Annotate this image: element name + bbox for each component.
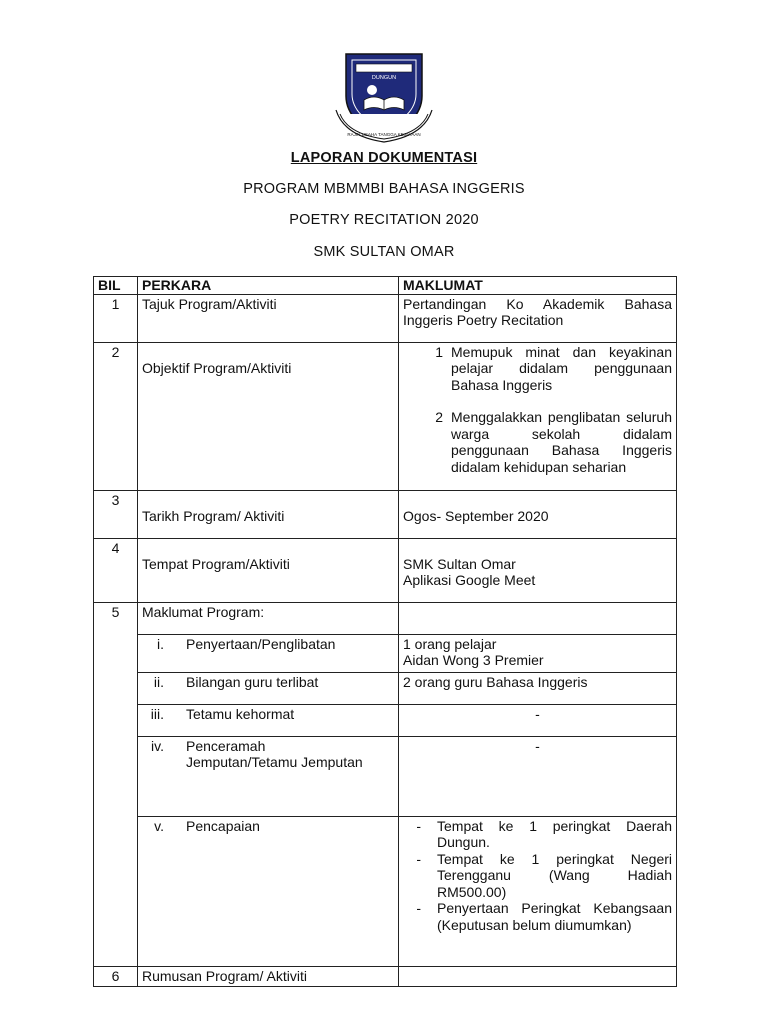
row-info	[399, 538, 677, 602]
row-item	[138, 490, 399, 538]
document-title: LAPORAN DOKUMENTASI	[290, 150, 478, 166]
sub-label: Tetamu kehormat	[186, 705, 295, 722]
row-info: Pertandingan Ko Akademik Bahasa Inggeris Poetry Recitation	[399, 294, 677, 342]
table-row	[94, 602, 677, 634]
school-crest-logo	[334, 50, 434, 145]
dash-bullet: -	[416, 850, 421, 867]
achievement-text: Penyertaan Peringkat Kebangsaan (Keputusan belum diumumkan)	[437, 900, 672, 933]
sub-number: v.	[154, 817, 164, 834]
subrow-info	[399, 634, 677, 672]
row-number: 2	[94, 342, 138, 490]
venue-line: Aplikasi Google Meet	[403, 572, 536, 588]
table-subrow	[94, 672, 677, 704]
sub-number: i.	[157, 635, 164, 652]
school-name: SMK SULTAN OMAR	[313, 244, 455, 260]
subrow-info: -	[399, 704, 677, 736]
subrow-info	[399, 816, 677, 966]
achievement-item	[403, 818, 672, 851]
svg-text:RAJIN USAHA TANGGA KEJAYAAN: RAJIN USAHA TANGGA KEJAYAAN	[347, 132, 421, 137]
table-row	[94, 966, 677, 986]
row-number: 5	[94, 602, 138, 966]
achievement-text: Tempat ke 1 peringkat Negeri Terengganu (Wang Hadiah RM500.00)	[437, 850, 672, 900]
item-text: Memupuk minat dan keyakinan pelajar didalam penggunaan Bahasa Inggeris	[451, 343, 672, 393]
subrow-item	[138, 672, 399, 704]
achievement-item	[403, 900, 672, 933]
sub-number: iii.	[150, 705, 164, 722]
row-number: 6	[94, 966, 138, 986]
row-number: 4	[94, 538, 138, 602]
row-info	[399, 602, 677, 634]
table-subrow	[94, 816, 677, 966]
row-info	[399, 490, 677, 538]
row-item	[138, 538, 399, 602]
row-item: Tajuk Program/Aktiviti	[138, 294, 399, 342]
event-name: POETRY RECITATION 2020	[289, 212, 479, 228]
item-number: 1	[435, 343, 443, 360]
venue-line: SMK Sultan Omar	[403, 555, 516, 572]
row-info	[399, 966, 677, 986]
subrow-info: 2 orang guru Bahasa Inggeris	[399, 672, 677, 704]
sub-label: Pencapaian	[186, 817, 260, 834]
achievement-item	[403, 851, 672, 901]
header-maklumat: MAKLUMAT	[399, 277, 677, 295]
sub-number: iv.	[151, 737, 164, 754]
table-row	[94, 294, 677, 342]
svg-text:DUNGUN: DUNGUN	[371, 75, 397, 81]
dash-bullet: -	[416, 900, 421, 916]
row-number: 1	[94, 294, 138, 342]
sub-label: Bilangan guru terlibat	[186, 673, 319, 690]
objective-item	[403, 409, 672, 475]
row-info-text: Ogos- September 2020	[403, 507, 549, 524]
sub-label-line: Jemputan/Tetamu Jemputan	[186, 754, 363, 770]
dash-bullet: -	[416, 817, 421, 834]
table-row	[94, 538, 677, 602]
sub-value: Aidan Wong 3 Premier	[403, 652, 544, 668]
row-item: Rumusan Program/ Aktiviti	[138, 966, 399, 986]
achievement-text: Tempat ke 1 peringkat Daerah Dungun.	[437, 817, 672, 850]
row-item-label: Tarikh Program/ Aktiviti	[142, 507, 285, 524]
row-info	[399, 342, 677, 490]
table-row	[94, 342, 677, 490]
sub-label	[186, 738, 394, 771]
sub-label: Penyertaan/Penglibatan	[186, 635, 336, 652]
subrow-item	[138, 704, 399, 736]
header-bil: BIL	[94, 277, 138, 295]
sub-number: ii.	[153, 673, 164, 690]
report-table	[93, 276, 677, 987]
row-item	[138, 342, 399, 490]
program-name: PROGRAM MBMMBI BAHASA INGGERIS	[243, 181, 525, 197]
row-item: Maklumat Program:	[138, 602, 399, 634]
table-subrow	[94, 736, 677, 816]
table-subrow	[94, 634, 677, 672]
row-item-label: Objektif Program/Aktiviti	[142, 359, 292, 376]
table-subrow	[94, 704, 677, 736]
row-number: 3	[94, 490, 138, 538]
header-perkara: PERKARA	[138, 277, 399, 295]
sub-value: 1 orang pelajar	[403, 635, 497, 652]
objective-item	[403, 344, 672, 394]
table-header-row	[94, 277, 677, 295]
item-number: 2	[435, 409, 443, 425]
sub-label-line: Penceramah	[186, 737, 266, 754]
row-item-label: Tempat Program/Aktiviti	[142, 555, 290, 572]
item-text: Menggalakkan penglibatan seluruh warga sekolah didalam penggunaan Bahasa Inggeris didalam kehidupan seharian	[451, 409, 672, 475]
subrow-item	[138, 736, 399, 816]
subrow-item	[138, 634, 399, 672]
table-row	[94, 490, 677, 538]
subrow-item	[138, 816, 399, 966]
subrow-info: -	[399, 736, 677, 816]
